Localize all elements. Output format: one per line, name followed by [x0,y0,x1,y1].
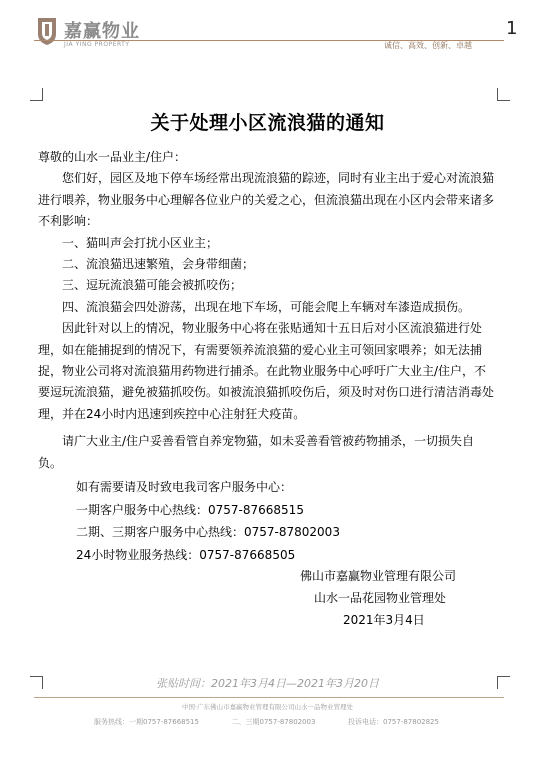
logo-subtext: JIA YING PROPERTY [64,41,130,48]
impact-item: 一、猫叫声会打扰小区业主； [62,235,219,250]
footer-address: 中国·广东佛山市嘉赢物业管理有限公司山水一品物业管理处 [181,703,354,711]
crop-mark-top-right [497,88,510,101]
company-logo [36,14,156,54]
crop-mark-top-left [30,88,43,101]
footer-phones [94,717,439,727]
salutation: 尊敬的山水一品业主/住户： [38,150,187,164]
company-slogan: 诚信、高效、创新、卓越 [384,41,472,50]
intro-paragraph: 您们好，园区及地下停车场经常出现流浪猫的踪迹，同时有业主出于爱心对流浪猫进行喂养，物业服务中心理解各位业户的关爱之心，但流浪猫出现在小区内会带来诸多不利影响： [38,171,495,229]
footer-service-hotline: 服务热线：一期0757-87668515 [94,718,199,726]
impact-item: 三、逗玩流浪猫可能会被抓咬伤； [62,278,243,293]
hotline-phase1: 一期客户服务中心热线：0757-87668515 [76,502,304,517]
logo-text: 嘉赢物业 [64,21,140,42]
closing-paragraph: 请广大业主/住户妥善看管自养宠物猫，如未妥善看管被药物捕杀，一切损失自负。 [38,434,475,470]
notice-title: 关于处理小区流浪猫的通知 [150,112,385,134]
notice-body [38,147,498,566]
measures-paragraph: 因此针对以上的情况，物业服务中心将在张贴通知十五日后对小区流浪猫进行处理，如在能捕捉到的情况下，有需要领养流浪猫的爱心业主可领回家喂养；如无法捕捉，物业公司将对流浪猫用药物进行捕杀。在此物业服务中心呼吁广大业主/住户，不要逗玩流浪猫，避免被猫抓咬伤。如被流浪猫抓咬伤后，须及时对伤口进行清洁消毒处理，并在24小时内迅速到疾控中心注射狂犬疫苗。 [38,321,495,421]
shield-logo-icon [36,16,58,46]
footer-divider [34,697,504,698]
signature-date: 2021年3月4日 [343,613,425,627]
signature-company: 佛山市嘉赢物业管理有限公司 [300,569,457,583]
footer-phase2-3-phone: 二、三期0757-87802003 [231,718,316,726]
page-number: 1 [506,18,518,39]
posting-period: 张贴时间：2021年3月4日—2021年3月20日 [156,677,379,690]
contact-section [38,476,498,566]
footer-complaint-phone: 投诉电话：0757-87802825 [348,718,439,726]
contact-intro: 如有需要请及时致电我司客户服务中心： [76,480,293,495]
impact-item: 二、流浪猫迅速繁殖，会身带细菌； [62,257,255,272]
impact-item: 四、流浪猫会四处游荡，出现在地下车场，可能会爬上车辆对车漆造成损伤。 [62,299,471,314]
signature-department: 山水一品花园物业管理处 [314,591,447,605]
hotline-phase2-3: 二期、三期客户服务中心热线：0757-87802003 [76,525,340,540]
hotline-24h: 24小时物业服务热线：0757-87668505 [76,547,296,562]
